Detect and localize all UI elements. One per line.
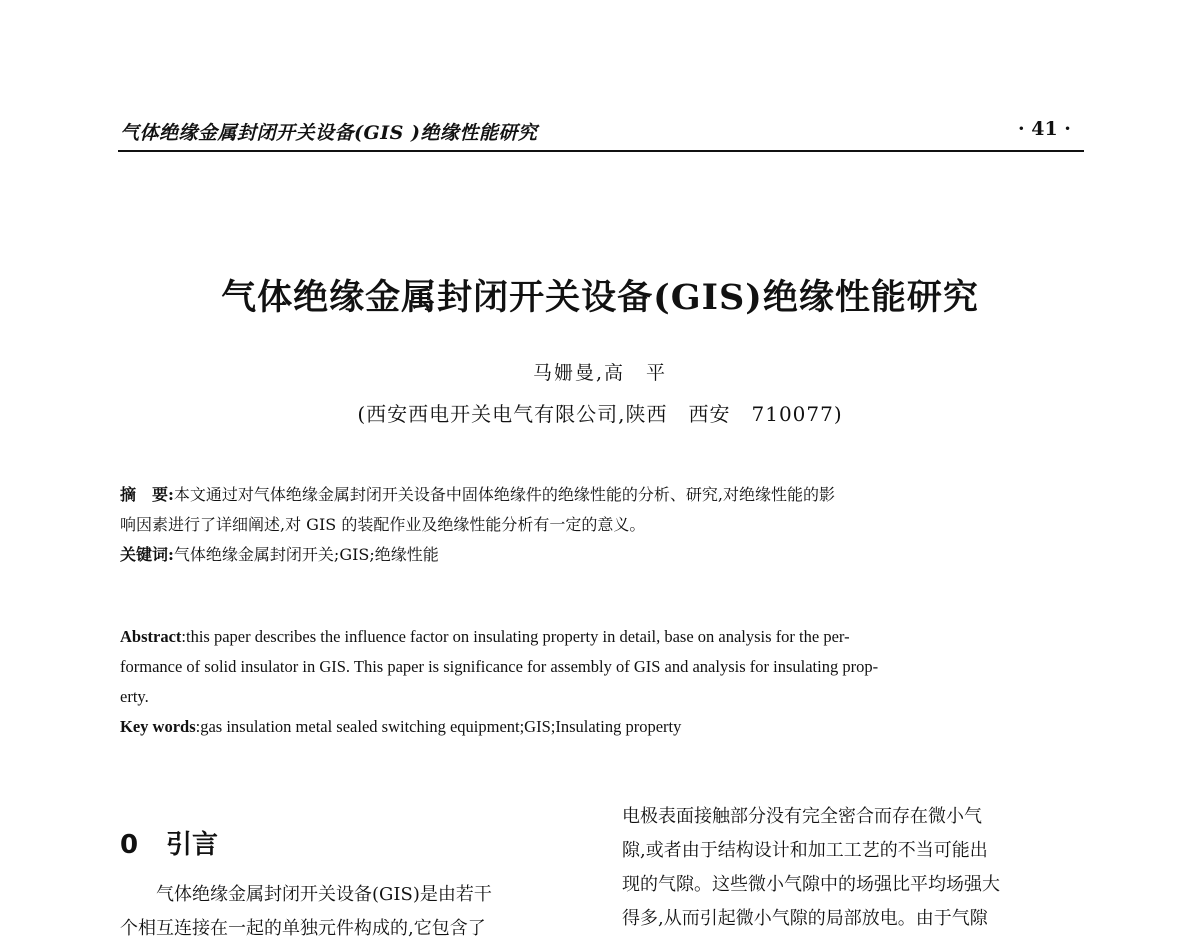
- keywords-cn: [120, 540, 1084, 570]
- abstract-cn-line-1: [120, 480, 1084, 510]
- affiliation: (西安西电开关电气有限公司,陕西 西安 710077): [357, 402, 843, 426]
- keywords-en: [120, 712, 1084, 742]
- running-title: 气体绝缘金属封闭开关设备(GIS )绝缘性能研究: [120, 122, 538, 144]
- abstract-en-line-1: [120, 622, 1084, 652]
- body-right-line-2: 隙,或者由于结构设计和加工工艺的不当可能出: [622, 840, 988, 861]
- abstract-en: [120, 622, 1084, 742]
- section-title: 引言: [166, 830, 219, 860]
- body-right-line-3: 现的气隙。这些微小气隙中的场强比平均场强大: [622, 874, 1000, 895]
- header-rule: [118, 150, 1084, 152]
- body-right-line-1: 电极表面接触部分没有完全密合而存在微小气: [622, 806, 982, 827]
- abstract-en-text-1: :this paper describes the influence factor on insulating property in detail, base on analysis for the per-: [181, 627, 850, 646]
- page-number: · 41 ·: [1018, 118, 1071, 140]
- abstract-en-label: Abstract: [120, 627, 182, 646]
- abstract-cn-text-1: 本文通过对气体绝缘金属封闭开关设备中固体绝缘件的绝缘性能的分析、研究,对绝缘性能的影: [173, 485, 836, 504]
- abstract-cn-line-2: 响因素进行了详细阐述,对 GIS 的装配作业及绝缘性能分析有一定的意义。: [120, 515, 646, 534]
- authors: 马姗曼,高 平: [532, 362, 668, 384]
- abstract-en-line-3: erty.: [120, 687, 149, 706]
- section-heading: [120, 824, 218, 861]
- body-left-line-2: 个相互连接在一起的单独元件构成的,它包含了: [120, 918, 486, 939]
- keywords-en-label: Key words: [120, 717, 196, 736]
- keywords-en-text: :gas insulation metal sealed switching equipment;GIS;Insulating property: [195, 717, 682, 736]
- body-right-line-4: 得多,从而引起微小气隙的局部放电。由于气隙: [622, 908, 988, 929]
- article-title: 气体绝缘金属封闭开关设备(GIS)绝缘性能研究: [221, 277, 979, 318]
- keywords-cn-text: 气体绝缘金属封闭开关;GIS;绝缘性能: [173, 545, 439, 564]
- body-left-column: [120, 878, 580, 946]
- abstract-cn: [120, 480, 1084, 570]
- section-number: 0: [120, 830, 139, 860]
- keywords-cn-label: 关键词:: [120, 545, 174, 564]
- body-left-line-1: 气体绝缘金属封闭开关设备(GIS)是由若干: [156, 884, 492, 905]
- abstract-cn-label: 摘 要:: [120, 485, 174, 504]
- abstract-en-line-2: formance of solid insulator in GIS. This paper is significance for assembly of GIS and analysis for insulating prop-: [120, 657, 879, 676]
- body-right-column: [622, 800, 1084, 936]
